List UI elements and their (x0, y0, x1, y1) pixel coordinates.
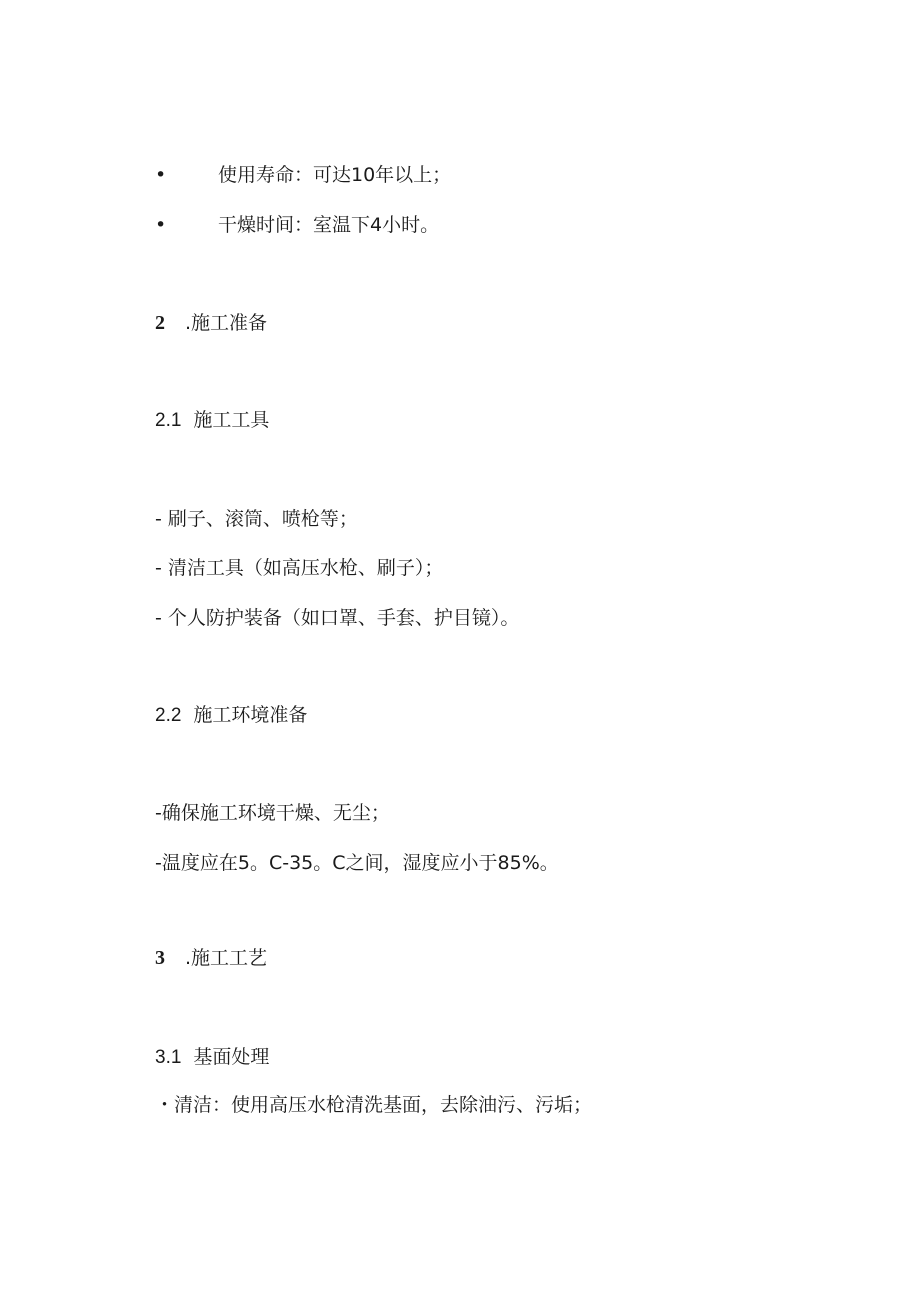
bullet-icon: • (155, 214, 167, 236)
section-title: .施工工艺 (185, 947, 268, 969)
subsection-number: 2.2 (155, 705, 182, 726)
section-heading (155, 946, 267, 970)
list-item: - 个人防护装备（如口罩、手套、护目镜）。 (155, 607, 520, 629)
list-item-text: 干燥时间：室温下4小时。 (218, 214, 440, 236)
subsection-title: 施工环境准备 (193, 704, 308, 726)
subsection-title: 基面处理 (193, 1046, 270, 1068)
list-item: - 刷子、滚筒、喷枪等； (155, 508, 358, 530)
section-number: 3 (155, 947, 165, 969)
list-item: -确保施工环境干燥、无尘； (155, 802, 390, 824)
subsection-title: 施工工具 (193, 409, 270, 431)
list-item: - 清洁工具（如高压水枪、刷子）； (155, 557, 444, 579)
section-number: 2 (155, 312, 165, 334)
list-item (155, 213, 439, 237)
list-item-text: 使用寿命：可达10年以上； (218, 164, 452, 186)
subsection-number: 2.1 (155, 410, 182, 431)
subsection-number: 3.1 (155, 1047, 182, 1068)
subsection-heading (155, 1045, 269, 1070)
section-title: .施工准备 (185, 312, 268, 334)
section-heading (155, 311, 267, 335)
bullet-icon: • (155, 164, 167, 186)
subsection-heading (155, 408, 269, 433)
list-item: -温度应在5。C-35。C之间，湿度应小于85%。 (155, 852, 559, 874)
list-item (155, 163, 451, 187)
subsection-heading (155, 703, 307, 728)
list-item: ・清洁：使用高压水枪清洗基面，去除油污、污垢； (155, 1094, 593, 1116)
